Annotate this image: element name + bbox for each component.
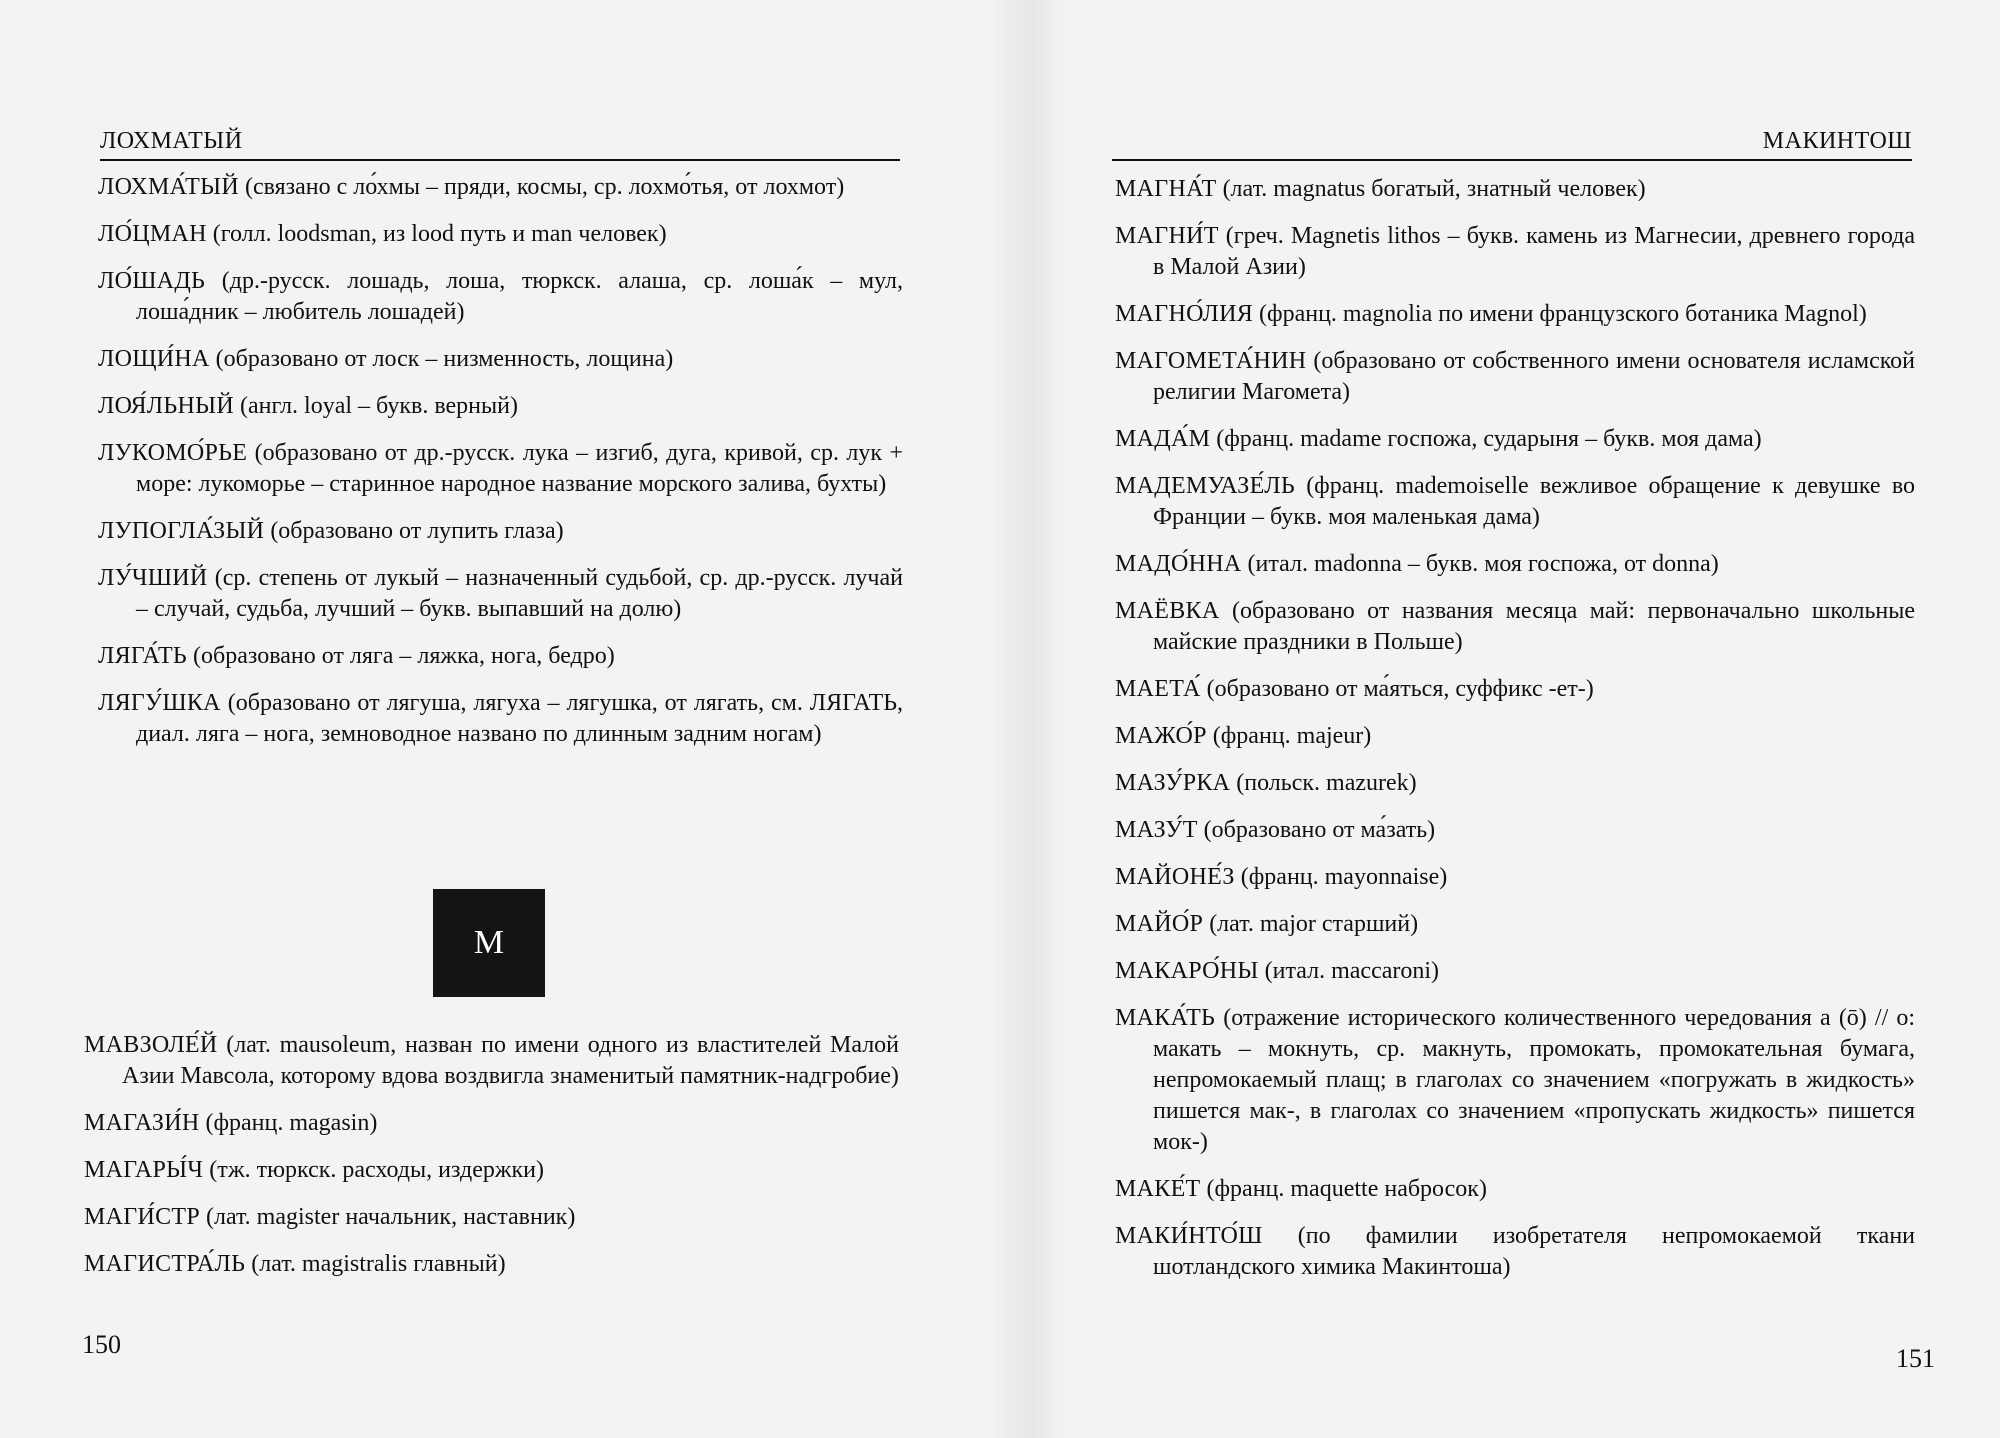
headword: МАЗУ́Т: [1115, 817, 1198, 843]
dictionary-entry: [1115, 221, 1915, 283]
headword: ЛОЯ́ЛЬНЫЙ: [98, 393, 234, 419]
entry-text: (лат. major старший): [1209, 911, 1419, 937]
entry-text: (образовано от собственного имени основателя исламской религии Магомета): [1153, 348, 1916, 405]
dictionary-entry: [1115, 768, 1915, 799]
dictionary-entry: [98, 516, 903, 547]
headword: МАЙО́Р: [1115, 911, 1204, 937]
dictionary-entry: [1115, 956, 1915, 987]
dictionary-entry: [98, 391, 903, 422]
headword: МАЕТА́: [1115, 676, 1201, 702]
headword: МАЖО́Р: [1115, 723, 1207, 749]
entry-text: (образовано от ляга – ляжка, нога, бедро): [193, 643, 615, 669]
headword: ЛЯГА́ТЬ: [98, 643, 188, 669]
headword: МАЗУ́РКА: [1115, 770, 1231, 796]
headword: МАГНИ́Т: [1115, 223, 1219, 249]
headword: МАГИСТРА́ЛЬ: [84, 1251, 246, 1277]
headword: ЛУ́ЧШИЙ: [98, 565, 208, 591]
entry-text: (лат. mausoleum, назван по имени одного из властителей Малой Азии Мавсола, которому вдова воздвигла знаменитый памятник-надгробие): [122, 1032, 900, 1089]
dictionary-entry: [1115, 674, 1915, 705]
dictionary-entry: [98, 641, 903, 672]
headword: ЛО́ШАДЬ: [98, 268, 206, 294]
dictionary-entry: [98, 219, 903, 250]
dictionary-entry: [1115, 1003, 1915, 1158]
dictionary-entry: [84, 1030, 899, 1092]
entry-text: (образовано от названия месяца май: первоначально школьные майские праздники в Польше): [1153, 598, 1916, 655]
entry-text: (итал. madonna – букв. моя госпожа, от donna): [1247, 551, 1719, 577]
headword: МАГАРЫ́Ч: [84, 1157, 204, 1183]
headword: ЛО́ЦМАН: [98, 221, 207, 247]
dictionary-entry: [1115, 346, 1915, 408]
entry-text: (связано с ло́хмы – пряди, космы, ср. лохмо́тья, от лохмот): [244, 174, 845, 200]
headword: МАКИ́НТО́Ш: [1115, 1223, 1263, 1249]
running-head-right: МАКИНТОШ: [1112, 128, 1912, 161]
entry-text: (франц. mayonnaise): [1240, 864, 1448, 890]
entry-text: (образовано от ма́яться, суффикс -ет-): [1206, 676, 1594, 702]
entry-text: (франц. mademoiselle вежливое обращение к девушке во Франции – букв. моя маленькая дама): [1153, 473, 1916, 530]
entry-text: (тж. тюркск. расходы, издержки): [209, 1157, 544, 1183]
dictionary-entry: [84, 1155, 899, 1186]
headword: МАКАРО́НЫ: [1115, 958, 1259, 984]
entries-before-letter: [98, 172, 903, 766]
headword: МАВЗОЛЕ́Й: [84, 1032, 218, 1058]
dictionary-entry: [98, 266, 903, 328]
entry-text: (образовано от лупить глаза): [270, 518, 564, 544]
dictionary-entry: [1115, 596, 1915, 658]
headword: МАГАЗИ́Н: [84, 1110, 200, 1136]
headword: МАДЕМУАЗЕ́ЛЬ: [1115, 473, 1295, 499]
headword: МАЁВКА: [1115, 598, 1220, 624]
entry-text: (образовано от лоск – низменность, лощина): [215, 346, 674, 372]
entry-text: (англ. loyal – букв. верный): [239, 393, 518, 419]
dictionary-entry: [84, 1108, 899, 1139]
entry-text: (франц. madame госпожа, сударыня – букв. моя дама): [1216, 426, 1762, 452]
dictionary-entry: [84, 1202, 899, 1233]
entry-text: (ср. степень от лукый – назначенный судьбой, ср. др.-русск. лучай – случай, судьба, лучший – букв. выпавший на долю): [136, 565, 903, 622]
page-number-left: 150: [82, 1330, 121, 1359]
entries-after-letter: [84, 1030, 899, 1296]
right-page: [1000, 0, 2000, 1438]
entry-text: (др.-русск. лошадь, лоша, тюркск. алаша, ср. лоша́к – мул, лоша́дник – любитель лошадей): [136, 268, 904, 325]
entry-text: (греч. Magnetis lithos – букв. камень из Магнесии, древнего города в Малой Азии): [1153, 223, 1915, 280]
dictionary-entry: [98, 438, 903, 500]
entry-text: (франц. magasin): [205, 1110, 378, 1136]
dictionary-entry: [98, 344, 903, 375]
dictionary-entry: [1115, 299, 1915, 330]
entry-text: (лат. magister начальник, наставник): [206, 1204, 576, 1230]
page-number-right: 151: [1896, 1344, 1935, 1373]
dictionary-entry: [1115, 862, 1915, 893]
dictionary-entry: [1115, 721, 1915, 752]
headword: МАГИ́СТР: [84, 1204, 200, 1230]
headword: МАКЕ́Т: [1115, 1176, 1201, 1202]
headword: ЛОЩИ́НА: [98, 346, 210, 372]
dictionary-entry: [98, 563, 903, 625]
headword: МАДО́ННА: [1115, 551, 1242, 577]
dictionary-entry: [84, 1249, 899, 1280]
entry-text: (по фамилии изобретателя непромокаемой ткани шотландского химика Макинтоша): [1153, 1223, 1915, 1280]
dictionary-entry: [1115, 424, 1915, 455]
entry-text: (франц. magnolia по имени французского ботаника Magnol): [1259, 301, 1867, 327]
entry-text: (образовано от ма́зать): [1203, 817, 1436, 843]
headword: ЛОХМА́ТЫЙ: [98, 174, 239, 200]
dictionary-entry: [1115, 471, 1915, 533]
dictionary-entry: [98, 688, 903, 750]
headword: МАГНО́ЛИЯ: [1115, 301, 1254, 327]
entries-right: [1115, 174, 1915, 1299]
dictionary-entry: [1115, 1174, 1915, 1205]
dictionary-entry: [1115, 1221, 1915, 1283]
headword: ЛЯГУ́ШКА: [98, 690, 221, 716]
entry-text: (франц. majeur): [1212, 723, 1372, 749]
entry-text: (образовано от лягуша, лягуха – лягушка, от лягать, см. ЛЯГАТЬ, диал. ляга – нога, земноводное названо по длинным задним ногам): [136, 690, 904, 747]
dictionary-entry: [1115, 174, 1915, 205]
dictionary-entry: [1115, 815, 1915, 846]
entry-text: (лат. magistralis главный): [251, 1251, 506, 1277]
entry-text: (лат. magnatus богатый, знатный человек): [1222, 176, 1646, 202]
headword: МАДА́М: [1115, 426, 1211, 452]
entry-text: (польск. mazurek): [1236, 770, 1417, 796]
section-letter-box: М: [433, 889, 545, 997]
dictionary-entry: [1115, 909, 1915, 940]
entry-text: (образовано от др.-русск. лука – изгиб, дуга, кривой, ср. лук + море: лукоморье – старинное народное название морского залива, бухты): [136, 440, 903, 497]
headword: ЛУКОМО́РЬЕ: [98, 440, 248, 466]
headword: МАЙОНЕ́З: [1115, 864, 1235, 890]
entry-text: (франц. maquette набросок): [1206, 1176, 1487, 1202]
running-head-left: ЛОХМАТЫЙ: [100, 128, 900, 161]
entry-text: (голл. loodsman, из lood путь и man человек): [212, 221, 667, 247]
headword: МАКА́ТЬ: [1115, 1005, 1216, 1031]
dictionary-entry: [98, 172, 903, 203]
headword: МАГОМЕТА́НИН: [1115, 348, 1307, 374]
dictionary-entry: [1115, 549, 1915, 580]
entry-text: (отражение исторического количественного чередования а (ō) // о: макать – мокнуть, ср. макнуть, промокать, промокательная бумага, непромокаемый плащ; в глаголах со значением «погружать в жидкость» пишется мак-, в глаголах со значением «пропускать жидкость» пишется мок-): [1153, 1005, 1916, 1155]
headword: ЛУПОГЛА́ЗЫЙ: [98, 518, 265, 544]
headword: МАГНА́Т: [1115, 176, 1217, 202]
entry-text: (итал. maccaroni): [1264, 958, 1440, 984]
